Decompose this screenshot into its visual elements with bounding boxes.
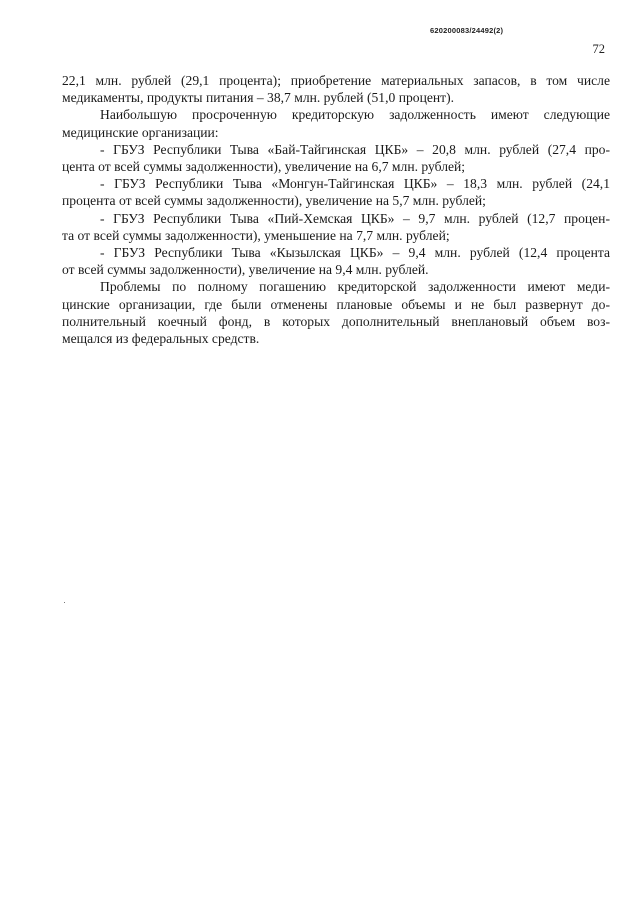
text-line: цинские организации, где были отменены плановые объемы и не был развернут до-	[62, 296, 610, 312]
document-body	[62, 72, 610, 347]
text-line: полнительный коечный фонд, в которых дополнительный внеплановый объем воз-	[62, 313, 610, 329]
page-number: 72	[592, 42, 605, 56]
text-line: - ГБУЗ Республики Тыва «Кызылская ЦКБ» – 9,4 млн. рублей (12,4 процента	[100, 245, 610, 261]
text-line: цента от всей суммы задолженности), увеличение на 6,7 млн. рублей;	[62, 159, 466, 175]
text-line: 22,1 млн. рублей (29,1 процента); приобретение материальных запасов, в том числе	[62, 73, 610, 88]
text-line: процента от всей суммы задолженности), увеличение на 5,7 млн. рублей;	[62, 193, 486, 209]
text-line: Наибольшую просроченную кредиторскую задолженность имеют следующие	[100, 107, 610, 123]
scan-speck	[64, 602, 65, 603]
text-line: - ГБУЗ Республики Тыва «Монгун-Тайгинская ЦКБ» – 18,3 млн. рублей (24,1	[100, 176, 610, 192]
text-line: от всей суммы задолженности), увеличение на 9,4 млн. рублей.	[62, 262, 429, 278]
text-line: медицинские организации:	[62, 124, 219, 140]
text-line: медикаменты, продукты питания – 38,7 млн. рублей (51,0 процент).	[62, 90, 455, 106]
text-line: - ГБУЗ Республики Тыва «Бай-Тайгинская ЦКБ» – 20,8 млн. рублей (27,4 про-	[100, 141, 610, 157]
text-line: мещался из федеральных средств.	[62, 331, 260, 347]
text-line: та от всей суммы задолженности), уменьшение на 7,7 млн. рублей;	[62, 227, 450, 243]
document-code: 620200083/24492(2)	[430, 26, 504, 35]
text-line: - ГБУЗ Республики Тыва «Пий-Хемская ЦКБ» – 9,7 млн. рублей (12,7 процен-	[100, 210, 610, 226]
text-line: Проблемы по полному погашению кредиторской задолженности имеют меди-	[100, 279, 610, 295]
